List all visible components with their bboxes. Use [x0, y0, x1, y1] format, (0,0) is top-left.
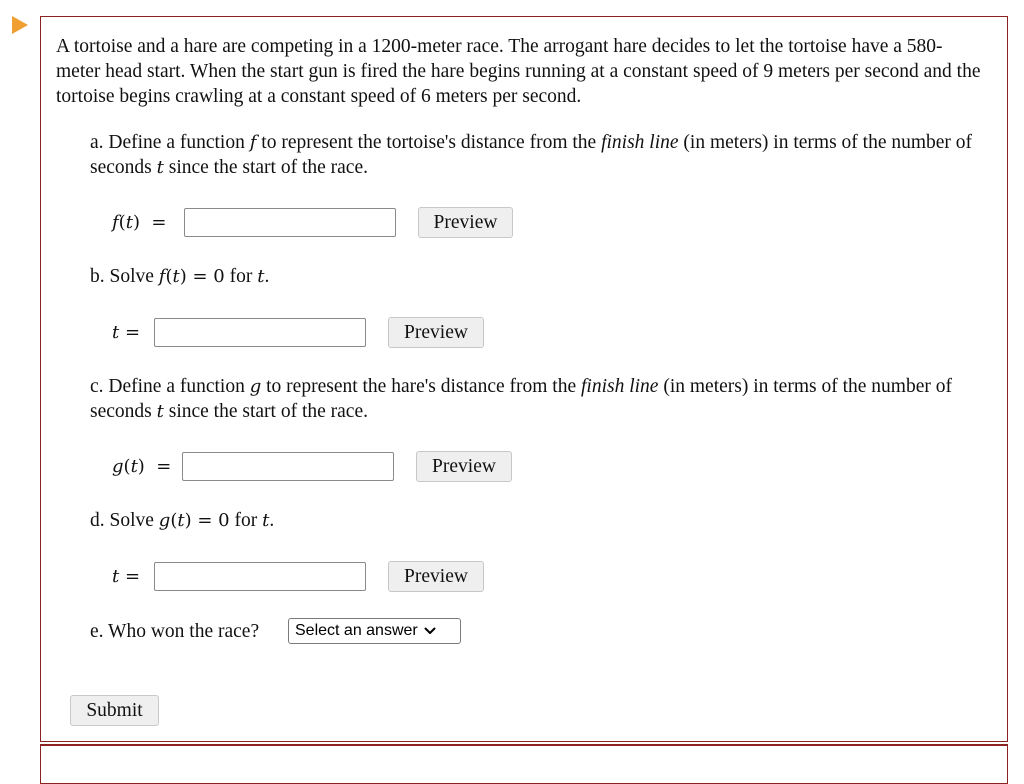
problem-intro: A tortoise and a hare are competing in a 1200-meter race. The arrogant hare decides to let the tortoise have a 580-meter head start. When the start gun is fired the hare begins running at a constant speed of 9 meters per second and the tortoise begins crawling at a constant speed of 6 meters per second. [56, 36, 981, 107]
part-e-answer-select[interactable] [288, 618, 461, 644]
play-marker-icon [12, 16, 28, 34]
submit-button[interactable]: Submit [70, 695, 159, 726]
part-c-text: c. Define a function g to represent the hare's distance from the finish line (in meters) in terms of the number of seconds t since the start of the race. [90, 376, 952, 422]
part-e-question: e. Who won the race? [90, 621, 260, 642]
part-a-preview-button[interactable]: Preview [418, 207, 513, 238]
next-problem-container [40, 744, 1008, 784]
part-d-answer-input[interactable] [154, 562, 366, 591]
part-a-label: f(t) = [112, 212, 167, 233]
part-b-text: b. Solve f(t) = 0 for t. [90, 266, 270, 287]
chevron-down-icon [424, 626, 436, 636]
part-b-label: t = [112, 322, 141, 343]
part-b-preview-button[interactable]: Preview [388, 317, 484, 348]
part-d-label: t = [112, 566, 141, 587]
part-d-text: d. Solve g(t) = 0 for t. [90, 510, 275, 531]
part-c-label: g(t) = [112, 456, 172, 477]
part-e-select-value: Select an answer [295, 622, 418, 639]
part-a-text: a. Define a function f to represent the tortoise's distance from the finish line (in meters) in terms of the number of seconds t since the start of the race. [90, 132, 973, 178]
part-b-answer-input[interactable] [154, 318, 366, 347]
part-c-preview-button[interactable]: Preview [416, 451, 512, 482]
part-c-answer-input[interactable] [182, 452, 394, 481]
part-d-preview-button[interactable]: Preview [388, 561, 484, 592]
part-a-answer-input[interactable] [184, 208, 396, 237]
